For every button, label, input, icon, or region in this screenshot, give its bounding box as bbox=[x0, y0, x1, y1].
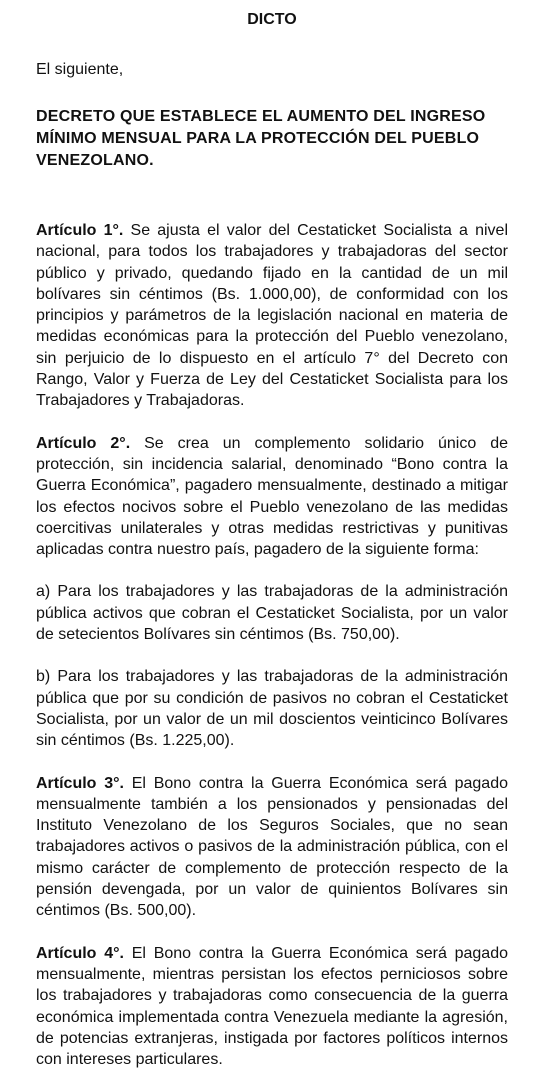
item-a: a) Para los trabajadores y las trabajadoras de la administración pública activos que cobran el Cestaticket Socialista, por un valor de setecientos Bolívares sin céntimos (Bs. 750,00). bbox=[36, 583, 508, 644]
article-2 bbox=[36, 433, 508, 561]
article-3 bbox=[36, 773, 508, 922]
document-heading: DICTO bbox=[247, 11, 297, 28]
item-b: b) Para los trabajadores y las trabajadoras de la administración pública que por su condición de pasivos no cobran el Cestaticket Socialista, por un valor de un mil doscientos veinticinco Bolívares sin céntimos (Bs. 1.225,00). bbox=[36, 668, 508, 750]
article-2-text: Se crea un complemento solidario único de protección, sin incidencia salarial, denominado “Bono contra la Guerra Económica”, pagadero mensualmente, destinado a mitigar los efectos nocivos sobre el Pueblo venezolano de las medidas coercitivas unilaterales y otras medidas restrictivas y punitivas aplicadas contra nuestro país, pagadero de la siguiente forma: bbox=[36, 434, 508, 559]
article-4-label: Artículo 4°. bbox=[36, 944, 124, 962]
article-3-label: Artículo 3°. bbox=[36, 774, 124, 792]
article-1-label: Artículo 1°. bbox=[36, 222, 124, 239]
article-1 bbox=[36, 220, 508, 412]
decree-title: DECRETO QUE ESTABLECE EL AUMENTO DEL INGRESO MÍNIMO MENSUAL PARA LA PROTECCIÓN DEL PUEBLO VENEZOLANO. bbox=[36, 108, 486, 169]
article-2-label: Artículo 2°. bbox=[36, 434, 131, 452]
article-4-text: El Bono contra la Guerra Económica será pagado mensualmente, mientras persistan los efectos perniciosos sobre los trabajadores y trabajadoras como consecuencia de la guerra económica implementada contra Venezuela mediante la agresión, de potencias extranjeras, instigada por factores políticos internos con intereses particulares. bbox=[36, 944, 508, 1069]
article-1-text: Se ajusta el valor del Cestaticket Socialista a nivel nacional, para todos los trabajadores y trabajadoras del sector público y privado, quedando fijado en la cantidad de un mil bolívares sin céntimos (Bs. 1.000,00), de conformidad con los principios y parámetros de la legislación nacional en materia de medidas económicas para la protección del Pueblo venezolano, sin perjuicio de lo dispuesto en el artículo 7° del Decreto con Rango, Valor y Fuerza de Ley del Cestaticket Socialista para los Trabajadores y Trabajadoras. bbox=[36, 222, 509, 410]
article-3-text: El Bono contra la Guerra Económica será pagado mensualmente también a los pensionados y pensionadas del Instituto Venezolano de los Seguros Sociales, que no sean trabajadores activos o pasivos de la administración pública, con el mismo carácter de complemento de protección respecto de la pensión devengada, por un valor de quinientos Bolívares sin céntimos (Bs. 500,00). bbox=[36, 774, 508, 920]
intro-text: El siguiente, bbox=[36, 61, 124, 78]
article-4 bbox=[36, 943, 508, 1071]
